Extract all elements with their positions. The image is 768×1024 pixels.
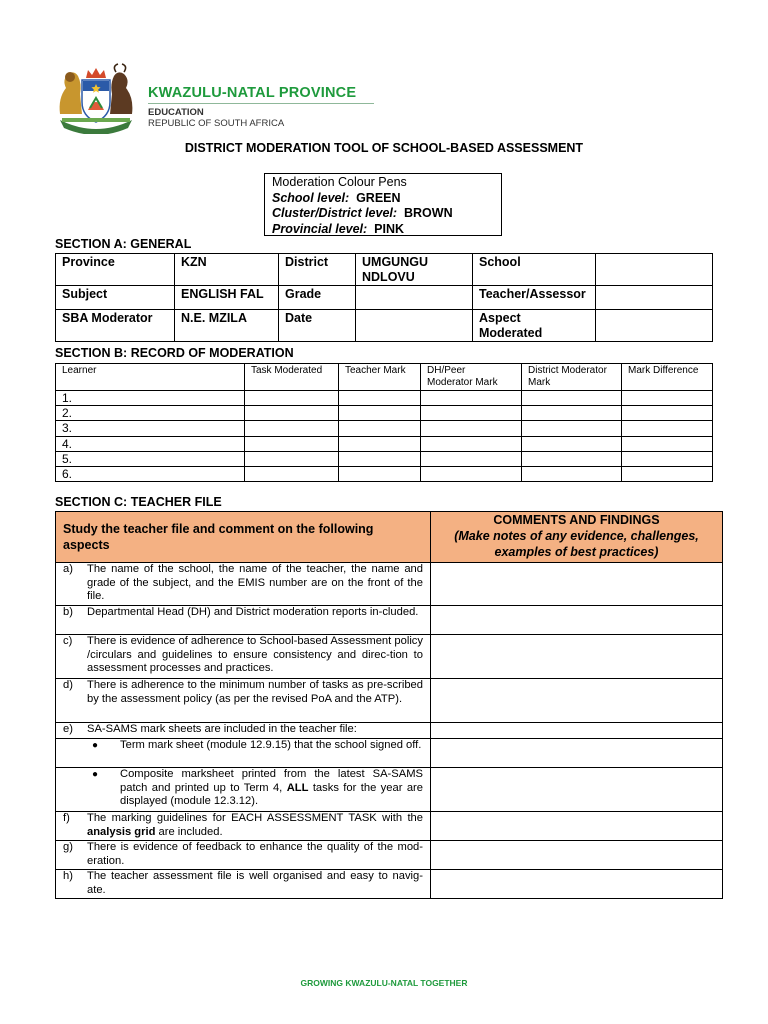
criterion-text: Departmental Head (DH) and District moderation reports in-cluded. bbox=[87, 606, 419, 618]
learner-number: 1. bbox=[56, 391, 245, 406]
sba-moderator-label: SBA Moderator bbox=[56, 310, 175, 342]
subject-label: Subject bbox=[56, 286, 175, 310]
cell[interactable] bbox=[245, 436, 339, 451]
table-row bbox=[56, 870, 723, 899]
comments-title: COMMENTS AND FINDINGS bbox=[493, 513, 660, 527]
kzn-coat-of-arms-logo bbox=[54, 58, 138, 134]
cell[interactable] bbox=[622, 466, 713, 481]
cell[interactable] bbox=[522, 436, 622, 451]
pens-cluster-value: BROWN bbox=[404, 206, 453, 220]
criterion-text-part: tasks for the year are displayed (module 12.3.12). bbox=[120, 781, 423, 807]
comment-field[interactable] bbox=[431, 812, 723, 841]
table-row bbox=[56, 406, 713, 421]
cell[interactable] bbox=[421, 451, 522, 466]
col-dh-line1: DH/Peer bbox=[427, 365, 466, 376]
cell[interactable] bbox=[622, 421, 713, 436]
learner-number: 2. bbox=[56, 406, 245, 421]
department-name: EDUCATION bbox=[148, 107, 204, 118]
cell[interactable] bbox=[245, 391, 339, 406]
footer-slogan: GROWING KWAZULU-NATAL TOGETHER bbox=[300, 978, 468, 988]
comments-column-header bbox=[431, 512, 723, 563]
aspect-moderated-field[interactable] bbox=[596, 310, 713, 342]
table-row bbox=[56, 310, 713, 342]
comment-field[interactable] bbox=[431, 870, 723, 899]
criterion-label: b) bbox=[63, 606, 73, 618]
pens-provincial-value: PINK bbox=[374, 221, 405, 236]
district-value-line1: UMGUNGU bbox=[362, 255, 428, 269]
date-label: Date bbox=[279, 310, 356, 342]
criterion-e bbox=[56, 723, 431, 739]
cell[interactable] bbox=[339, 406, 421, 421]
comments-subtitle: (Make notes of any evidence, challenges, examples of best practices) bbox=[454, 529, 699, 559]
criterion-label: h) bbox=[63, 870, 73, 882]
criterion-e1 bbox=[56, 739, 431, 768]
cell[interactable] bbox=[421, 391, 522, 406]
col-district-moderator-mark bbox=[522, 364, 622, 391]
pens-cluster-label: Cluster/District level: bbox=[272, 206, 398, 220]
cell[interactable] bbox=[622, 406, 713, 421]
criterion-g bbox=[56, 841, 431, 870]
criterion-text: The name of the school, the name of the teacher, the name and grade of the subject, and the EMIS number are on the front of the file. bbox=[87, 563, 423, 602]
aspect-moderated-label bbox=[473, 310, 596, 342]
criterion-text-part: The marking guidelines for EACH ASSESSMENT TASK with the bbox=[87, 812, 423, 824]
col-dh-peer-moderator-mark bbox=[421, 364, 522, 391]
table-row bbox=[56, 391, 713, 406]
school-label: School bbox=[473, 254, 596, 286]
province-label: Province bbox=[56, 254, 175, 286]
criterion-text: There is evidence of adherence to School-based Assessment policy /circulars and guidelines to ensure consistency and direc-tion to assessment processes and practices. bbox=[87, 635, 423, 674]
grade-value-field[interactable] bbox=[356, 286, 473, 310]
table-row bbox=[56, 466, 713, 481]
cell[interactable] bbox=[522, 391, 622, 406]
school-value-field[interactable] bbox=[596, 254, 713, 286]
table-row bbox=[56, 679, 723, 723]
aspects-column-header: Study the teacher file and comment on the following aspects bbox=[56, 512, 431, 563]
district-value[interactable] bbox=[356, 254, 473, 286]
criterion-text-emphasis: ALL bbox=[286, 781, 309, 794]
comment-field[interactable] bbox=[431, 739, 723, 768]
criterion-label: c) bbox=[63, 635, 73, 647]
criterion-text-part: are included. bbox=[155, 825, 223, 838]
moderation-colour-pens-box bbox=[264, 173, 502, 236]
district-label: District bbox=[279, 254, 356, 286]
criterion-text: The teacher assessment file is well organised and easy to navig-ate. bbox=[87, 870, 423, 896]
table-row bbox=[56, 606, 723, 635]
pens-school-label: School level: bbox=[272, 190, 350, 205]
cell[interactable] bbox=[421, 421, 522, 436]
teacher-assessor-field[interactable] bbox=[596, 286, 713, 310]
col-teacher-mark: Teacher Mark bbox=[339, 364, 421, 391]
table-row bbox=[56, 451, 713, 466]
learner-number: 4. bbox=[56, 436, 245, 451]
cell[interactable] bbox=[522, 406, 622, 421]
cell[interactable] bbox=[522, 451, 622, 466]
cell[interactable] bbox=[421, 466, 522, 481]
cell[interactable] bbox=[245, 406, 339, 421]
table-row bbox=[56, 841, 723, 870]
table-header-row bbox=[56, 364, 713, 391]
table-row bbox=[56, 812, 723, 841]
criterion-a bbox=[56, 563, 431, 606]
sba-moderator-value[interactable]: N.E. MZILA bbox=[175, 310, 279, 342]
pens-school-value: GREEN bbox=[356, 190, 401, 205]
section-c-table bbox=[55, 511, 723, 899]
section-a-table bbox=[55, 253, 713, 342]
cell[interactable] bbox=[622, 391, 713, 406]
criterion-text: Term mark sheet (module 12.9.15) that the school signed off. bbox=[120, 739, 422, 751]
comment-field[interactable] bbox=[431, 768, 723, 812]
country-name: REPUBLIC OF SOUTH AFRICA bbox=[148, 118, 285, 129]
cell[interactable] bbox=[339, 391, 421, 406]
criterion-label: e) bbox=[63, 723, 73, 735]
section-c-heading: SECTION C: TEACHER FILE bbox=[55, 495, 222, 509]
comment-field[interactable] bbox=[431, 606, 723, 635]
table-row bbox=[56, 254, 713, 286]
cell[interactable] bbox=[339, 451, 421, 466]
col-dh-line2: Moderator Mark bbox=[427, 377, 498, 388]
pens-provincial-label: Provincial level: bbox=[272, 221, 368, 236]
cell[interactable] bbox=[245, 421, 339, 436]
criterion-c bbox=[56, 635, 431, 679]
table-row bbox=[56, 421, 713, 436]
cell[interactable] bbox=[522, 421, 622, 436]
province-value: KZN bbox=[175, 254, 279, 286]
district-value-line2: NDLOVU bbox=[362, 269, 415, 284]
cell[interactable] bbox=[622, 451, 713, 466]
criterion-text-emphasis: analysis grid bbox=[87, 825, 156, 838]
criterion-e2 bbox=[56, 768, 431, 812]
aspect-label-line1: Aspect bbox=[479, 311, 521, 325]
cell[interactable] bbox=[522, 466, 622, 481]
document-title: DISTRICT MODERATION TOOL OF SCHOOL-BASED ASSESSMENT bbox=[184, 141, 584, 155]
table-row bbox=[56, 286, 713, 310]
province-branding bbox=[148, 85, 374, 129]
col-task-moderated: Task Moderated bbox=[245, 364, 339, 391]
cell[interactable] bbox=[339, 436, 421, 451]
comment-field[interactable] bbox=[431, 723, 723, 739]
comment-field[interactable] bbox=[431, 679, 723, 723]
brand-divider bbox=[148, 103, 374, 104]
criterion-b bbox=[56, 606, 431, 635]
pens-school-level bbox=[272, 191, 494, 207]
col-district-line1: District Moderator bbox=[528, 365, 607, 376]
table-row bbox=[56, 436, 713, 451]
criterion-h bbox=[56, 870, 431, 899]
col-learner: Learner bbox=[56, 364, 245, 391]
learner-number: 6. bbox=[56, 466, 245, 481]
aspect-label-line2: Moderated bbox=[479, 325, 543, 340]
criterion-label: d) bbox=[63, 679, 73, 691]
cell[interactable] bbox=[421, 436, 522, 451]
table-row bbox=[56, 768, 723, 812]
comment-field[interactable] bbox=[431, 563, 723, 606]
criterion-f bbox=[56, 812, 431, 841]
grade-label: Grade bbox=[279, 286, 356, 310]
teacher-assessor-label: Teacher/Assessor bbox=[473, 286, 596, 310]
col-mark-difference: Mark Difference bbox=[622, 364, 713, 391]
section-b-table bbox=[55, 363, 713, 482]
cell[interactable] bbox=[622, 436, 713, 451]
learner-number: 3. bbox=[56, 421, 245, 436]
bullet-icon: ● bbox=[92, 769, 99, 780]
pens-heading: Moderation Colour Pens bbox=[272, 175, 407, 189]
pens-provincial-level bbox=[272, 222, 494, 238]
table-header-row bbox=[56, 512, 723, 563]
subject-value[interactable]: ENGLISH FAL bbox=[175, 286, 279, 310]
cell[interactable] bbox=[339, 466, 421, 481]
criterion-text: SA-SAMS mark sheets are included in the teacher file: bbox=[87, 723, 357, 735]
table-row bbox=[56, 563, 723, 606]
section-a-heading: SECTION A: GENERAL bbox=[55, 237, 192, 251]
criterion-text bbox=[120, 768, 423, 809]
cell[interactable] bbox=[339, 421, 421, 436]
criterion-label: a) bbox=[63, 563, 73, 575]
criterion-text bbox=[87, 812, 423, 839]
criterion-text: There is adherence to the minimum number of tasks as pre-scribed by the assessment policy (as per the revised PoA and the ATP). bbox=[87, 679, 423, 705]
date-field[interactable] bbox=[356, 310, 473, 342]
criterion-label: f) bbox=[63, 812, 70, 824]
bullet-icon: ● bbox=[92, 740, 99, 751]
learner-number: 5. bbox=[56, 451, 245, 466]
table-row bbox=[56, 739, 723, 768]
comment-field[interactable] bbox=[431, 635, 723, 679]
criterion-d bbox=[56, 679, 431, 723]
table-row bbox=[56, 635, 723, 679]
criterion-text: There is evidence of feedback to enhance the quality of the mod-eration. bbox=[87, 841, 423, 867]
table-row bbox=[56, 723, 723, 739]
cell[interactable] bbox=[421, 406, 522, 421]
province-name: KWAZULU-NATAL PROVINCE bbox=[148, 85, 357, 101]
pens-cluster-level bbox=[272, 206, 494, 222]
col-district-line2: Mark bbox=[528, 377, 551, 388]
section-b-heading: SECTION B: RECORD OF MODERATION bbox=[55, 346, 294, 360]
comment-field[interactable] bbox=[431, 841, 723, 870]
criterion-text-part: Composite marksheet printed from the latest SA-SAMS patch and printed up to Term 4, bbox=[120, 768, 423, 794]
cell[interactable] bbox=[245, 466, 339, 481]
criterion-label: g) bbox=[63, 841, 73, 853]
cell[interactable] bbox=[245, 451, 339, 466]
